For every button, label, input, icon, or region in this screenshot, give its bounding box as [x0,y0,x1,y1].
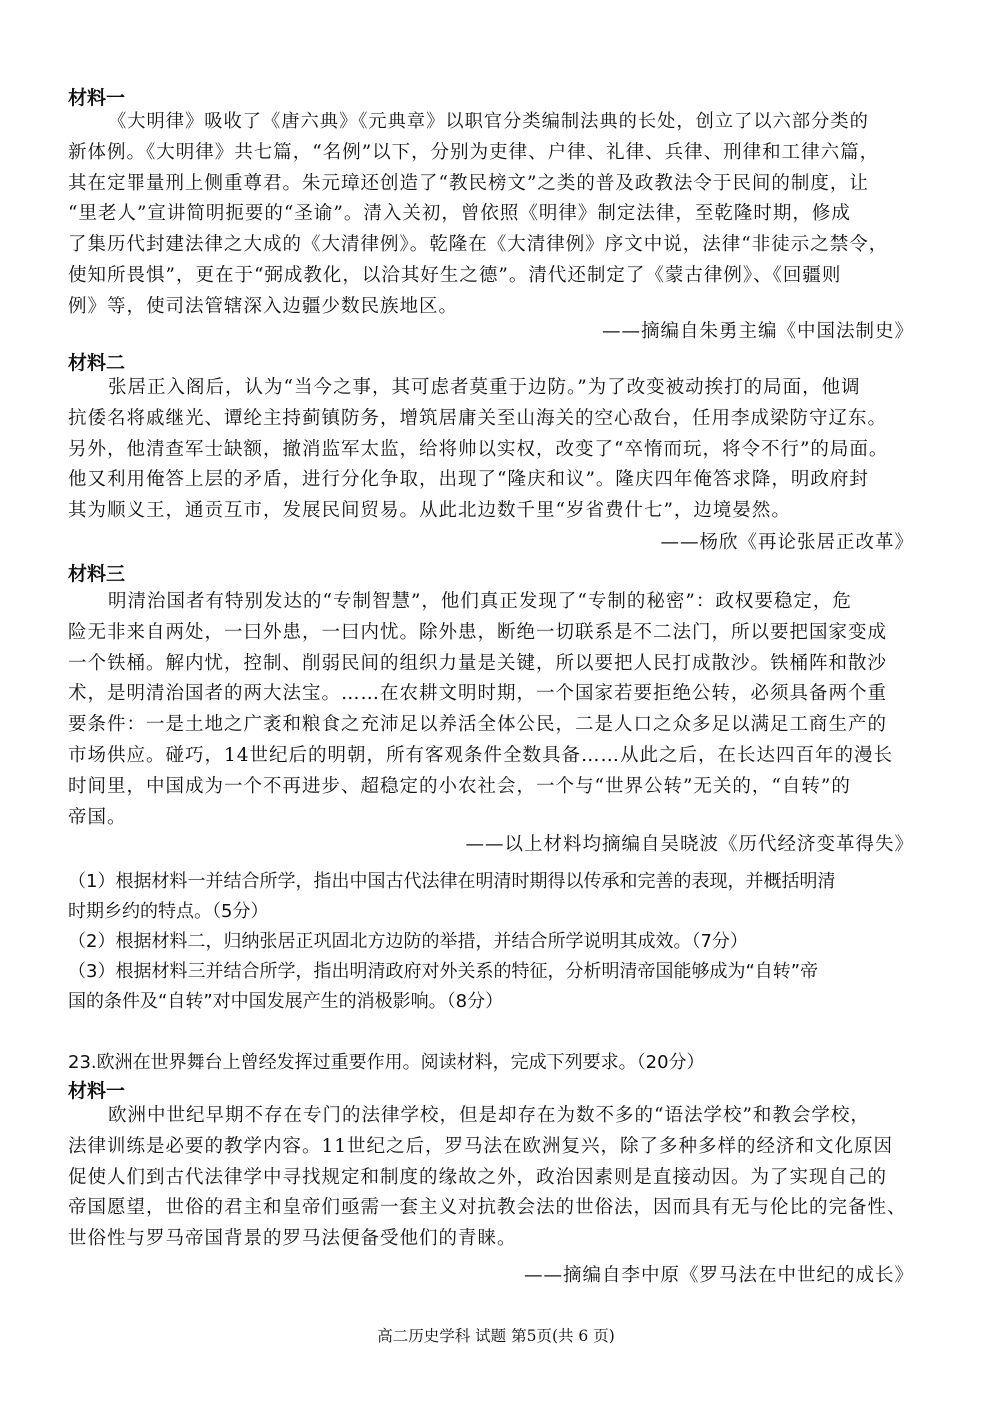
text-line: 张居正入阁后，认为“当今之事，其可虑者莫重于边防。”为了改变被动挨打的局面，他调 [108,377,861,398]
text-line: 抗倭名将戚继光、谭纶主持蓟镇防务，增筑居庸关至山海关的空心敌台，任用李成梁防守辽东。 [68,407,888,429]
material-1-heading: 材料一 [68,87,126,109]
q23-material-1-text [68,1101,918,1255]
material-1-source: ——摘编自朱勇主编《中国法制史》 [601,321,914,342]
material-2-text [68,373,918,527]
material-2-source: ——杨欣《再论张居正改革》 [660,532,914,553]
question-line: （3）根据材料三并结合所学，指出明清政府对外关系的特征，分析明清帝国能够成为“自转”帝 [68,961,819,982]
text-line: 市场供应。碰巧，14世纪后的明朝，所有客观条件全数具备……从此之后，在长达四百年的漫长 [68,744,894,766]
text-line: “里老人”宣讲简明扼要的“圣谕”。清入关初，曾依照《明律》制定法律，至乾隆时期，修成 [68,203,851,225]
question-1 [68,867,924,927]
text-line: 帝国。 [68,806,127,828]
text-line: 明清治国者有特别发达的“专制智慧”，他们真正发现了“专制的秘密”：政权要稳定，危 [108,591,852,612]
q23-material-1-heading: 材料一 [68,1080,126,1102]
text-line: 例》等，使司法管辖深入边疆少数民族地区。 [68,295,459,317]
text-line: 《大明律》吸收了《唐六典》《元典章》以职官分类编制法典的长处，创立了以六部分类的 [108,111,869,132]
q23-material-1-source: ——摘编自李中原《罗马法在中世纪的成长》 [523,1265,914,1286]
text-line: 术，是明清治国者的两大法宝。……在农耕文明时期，一个国家若要拒绝公转，必须具备两个重 [68,683,888,705]
text-line: 时间里，中国成为一个不再进步、超稳定的小农社会，一个与“世界公转”无关的，“自转”的 [68,775,851,797]
material-3-text [68,587,918,833]
text-line: 要条件：一是土地之广袤和粮食之充沛足以养活全体公民，二是人口之众多足以满足工商生产的 [68,714,888,736]
text-line: 欧洲中世纪早期不存在专门的法律学校，但是却存在为数不多的“语法学校”和教会学校， [108,1105,870,1126]
material-1-text [68,107,918,323]
text-line: 促使人们到古代法律学中寻找规定和制度的缘故之外，政治因素则是直接动因。为了实现自己的 [68,1166,888,1188]
question-line: 国的条件及“自转”对中国发展产生的消极影响。（8分） [68,991,504,1012]
text-line: 险无非来自两处，一曰外患，一曰内忧。除外患，断绝一切联系是不二法门，所以要把国家变成 [68,621,888,643]
text-line: 另外，他清查军士缺额，撤消监军太监，给将帅以实权，改变了“卒惰而玩，将令不行”的局面。 [68,438,889,460]
question-23-intro: 23.欧洲在世界舞台上曾经发挥过重要作用。阅读材料，完成下列要求。（20分） [68,1052,705,1073]
page-footer: 高二历史学科 试题 第5页(共 6 页) [377,1327,615,1345]
text-line: 世俗性与罗马帝国背景的罗马法便备受他们的青睐。 [68,1228,517,1250]
question-3 [68,957,924,1017]
material-2-heading: 材料二 [68,352,126,374]
question-line: 时期乡约的特点。（5分） [68,901,269,922]
text-line: 了集历代封建法律之大成的《大清律例》。乾隆在《大清律例》序文中说，法律“非徒示之禁令， [68,234,889,256]
text-line: 他又利用俺答上层的矛盾，进行分化争取，出现了“隆庆和议”。隆庆四年俺答求降，明政府封 [68,469,869,491]
text-line: 帝国愿望，世俗的君主和皇帝们亟需一套主义对抗教会法的世俗法，因而具有无与伦比的完备性、 [68,1197,907,1219]
question-line: （2）根据材料二，归纳张居正巩固北方边防的举措，并结合所学说明其成效。（7分） [68,931,748,952]
material-3-heading: 材料三 [68,563,126,585]
text-line: 其为顺义王，通贡互市，发展民间贸易。从此北边数千里“岁省费什七”，边境晏然。 [68,500,791,522]
material-3-source: ——以上材料均摘编自吴晓波《历代经济变革得失》 [465,834,914,855]
text-line: 新体例。《大明律》共七篇，“名例”以下，分别为吏律、户律、礼律、兵律、刑律和工律六篇， [68,141,880,163]
question-line: （1）根据材料一并结合所学，指出中国古代法律在明清时期得以传承和完善的表现，并概括明清 [68,871,836,892]
text-line: 一个铁桶。解内忧，控制、削弱民间的组织力量是关键，所以要把人民打成散沙。铁桶阵和散沙 [68,652,888,674]
text-line: 使知所畏惧”，更在于“弼成教化，以洽其好生之德”。清代还制定了《蒙古律例》、《回疆则 [68,264,842,286]
text-line: 其在定罪量刑上侧重尊君。朱元璋还创造了“教民榜文”之类的普及政教法令于民间的制度，让 [68,172,869,194]
text-line: 法律训练是必要的教学内容。11世纪之后，罗马法在欧洲复兴，除了多种多样的经济和文化原因 [68,1135,894,1157]
question-2 [68,927,924,957]
